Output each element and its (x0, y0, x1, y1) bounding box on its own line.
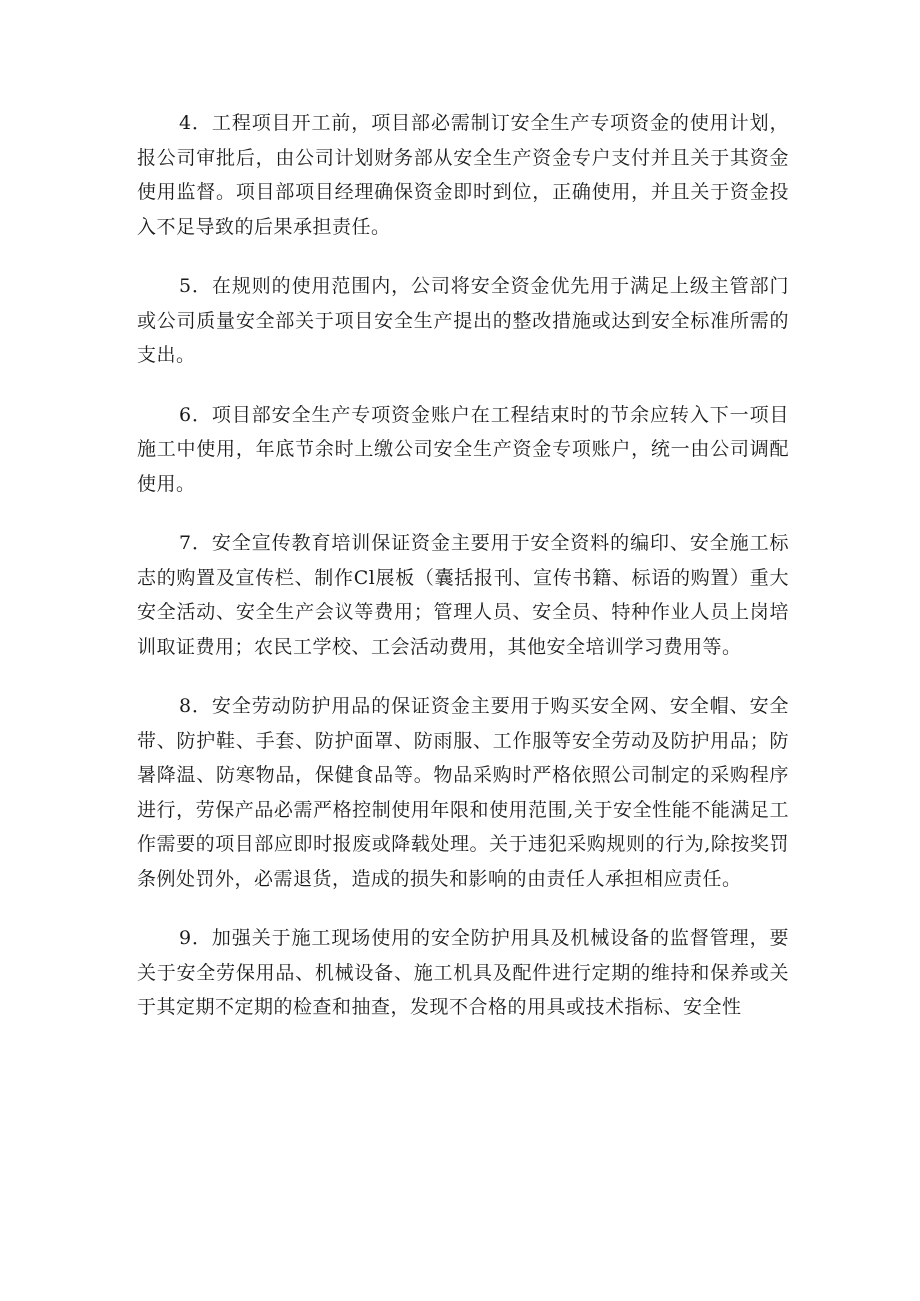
paragraph-7: 7．安全宣传教育培训保证资金主要用于安全资料的编印、安全施工标志的购置及宣传栏、制作Cl展板（囊括报刊、宣传书籍、标语的购置）重大安全活动、安全生产会议等费用；管理人员、安全员、特种作业人员上岗培训取证费用；农民工学校、工会活动费用，其他安全培训学习费用等。 (137, 532, 789, 658)
paragraph-4: 4．工程项目开工前，项目部必需制订安全生产专项资金的使用计划，报公司审批后，由公司计划财务部从安全生产资金专户支付并且关于其资金使用监督。项目部项目经理确保资金即时到位，正确使用，并且关于资金投入不足导致的后果承担责任。 (137, 112, 789, 238)
paragraph-9: 9．加强关于施工现场使用的安全防护用具及机械设备的监督管理，要关于安全劳保用品、机械设备、施工机具及配件进行定期的维持和保养或关于其定期不定期的检查和抽查，发现不合格的用具或技术指标、安全性 (137, 927, 789, 1018)
paragraph-8: 8．安全劳动防护用品的保证资金主要用于购买安全网、安全帽、安全带、防护鞋、手套、防护面罩、防雨服、工作服等安全劳动及防护用品；防暑降温、防寒物品，保健食品等。物品采购时严格依照公司制定的采购程序进行，劳保产品必需严格控制使用年限和使用范围,关于安全性能不能满足工作需要的项目部应即时报废或降载处理。关于违犯采购规则的行为,除按奖罚条例处罚外，必需退货，造成的损失和影响的由责任人承担相应责任。 (137, 695, 789, 890)
paragraph-6: 6．项目部安全生产专项资金账户在工程结束时的节余应转入下一项目施工中使用，年底节余时上缴公司安全生产资金专项账户，统一由公司调配使用。 (137, 403, 789, 495)
paragraph-5: 5．在规则的使用范围内，公司将安全资金优先用于满足上级主管部门或公司质量安全部关于项目安全生产提出的整改措施或达到安全标准所需的支出。 (137, 275, 789, 366)
document-body (137, 106, 789, 1050)
